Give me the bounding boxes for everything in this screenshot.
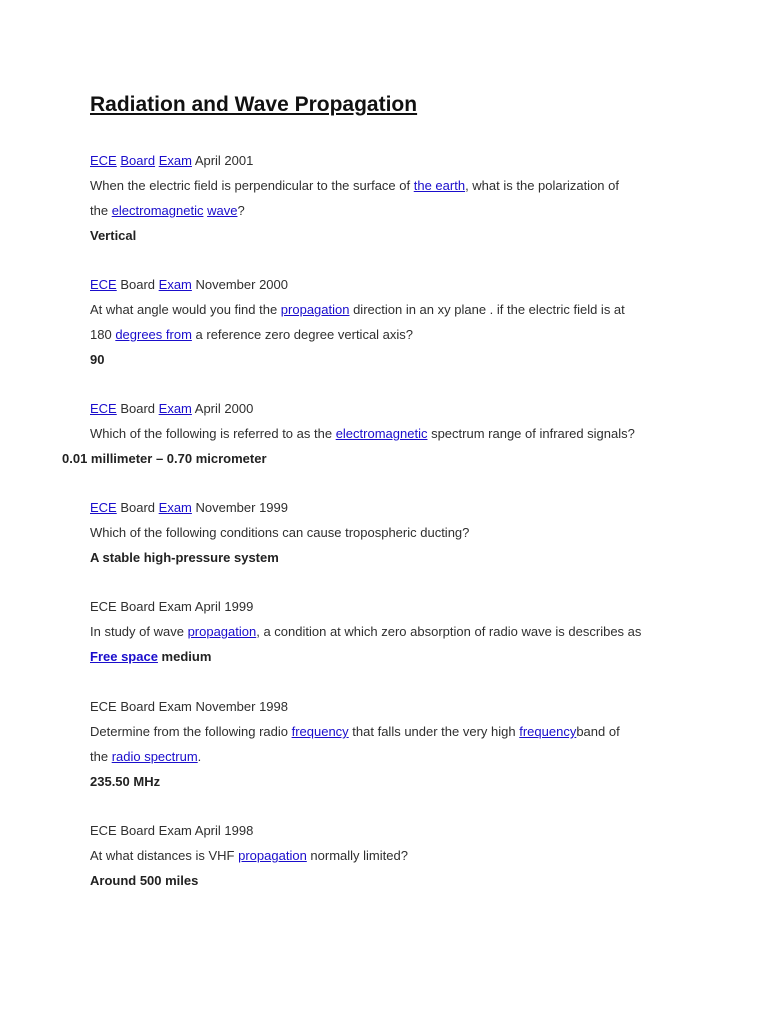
link-board[interactable]: Board [120, 153, 156, 168]
link-degrees-from[interactable]: degrees from [115, 327, 192, 342]
question-text: Which of the following is referred to as the electromagnetic spectrum range of infrared signals? [90, 426, 635, 441]
link-free-space[interactable]: Free space [90, 649, 158, 664]
question-text: At what distances is VHF propagation normally limited? [90, 848, 408, 863]
page-title: Radiation and Wave Propagation [90, 93, 418, 116]
link-radio-spectrum[interactable]: radio spectrum [111, 749, 198, 764]
answer-text: 235.50 MHz [90, 774, 161, 789]
link-ece[interactable]: ECE [90, 153, 117, 168]
link-exam[interactable]: Exam [158, 153, 192, 168]
question-text: In study of wave propagation, a condition at which zero absorption of radio wave is describes as [90, 624, 642, 639]
link-ece[interactable]: ECE [90, 401, 117, 416]
question-text: the radio spectrum. [90, 749, 202, 764]
question-text: At what angle would you find the propagation direction in an xy plane . if the electric field is at [90, 302, 625, 317]
link-the-earth[interactable]: the earth [413, 178, 466, 193]
link-electromagnetic[interactable]: electromagnetic [335, 426, 428, 441]
answer-text: Free space medium [90, 649, 212, 664]
link-propagation[interactable]: propagation [187, 624, 257, 639]
question-source: ECE Board Exam April 2000 [90, 401, 254, 416]
link-exam[interactable]: Exam [158, 401, 192, 416]
link-exam[interactable]: Exam [158, 500, 192, 515]
link-electromagnetic[interactable]: electromagnetic [111, 203, 204, 218]
link-ece[interactable]: ECE [90, 277, 117, 292]
question-source: ECE Board Exam April 1999 [90, 599, 254, 614]
answer-text: Vertical [90, 228, 137, 243]
link-wave[interactable]: wave [207, 203, 238, 218]
answer-text: A stable high-pressure system [90, 550, 279, 565]
link-frequency[interactable]: frequency [291, 724, 349, 739]
question-text: 180 degrees from a reference zero degree vertical axis? [90, 327, 414, 342]
link-frequency[interactable]: frequency [519, 724, 577, 739]
question-text: Determine from the following radio frequency that falls under the very high frequencyband of [90, 724, 620, 739]
link-ece[interactable]: ECE [90, 500, 117, 515]
answer-text: 0.01 millimeter – 0.70 micrometer [62, 451, 267, 466]
question-text: Which of the following conditions can cause tropospheric ducting? [90, 525, 470, 540]
answer-text: 90 [90, 352, 105, 367]
link-propagation[interactable]: propagation [238, 848, 307, 863]
question-text: the electromagnetic wave? [90, 203, 245, 218]
question-text: When the electric field is perpendicular to the surface of the earth, what is the polarization of [90, 178, 619, 193]
question-source: ECE Board Exam November 2000 [90, 277, 289, 292]
link-propagation[interactable]: propagation [280, 302, 350, 317]
question-source: ECE Board Exam April 2001 [90, 153, 254, 168]
question-source: ECE Board Exam November 1999 [90, 500, 289, 515]
link-exam[interactable]: Exam [158, 277, 192, 292]
question-source: ECE Board Exam April 1998 [90, 823, 254, 838]
answer-text: Around 500 miles [90, 873, 199, 888]
question-source: ECE Board Exam November 1998 [90, 699, 288, 714]
